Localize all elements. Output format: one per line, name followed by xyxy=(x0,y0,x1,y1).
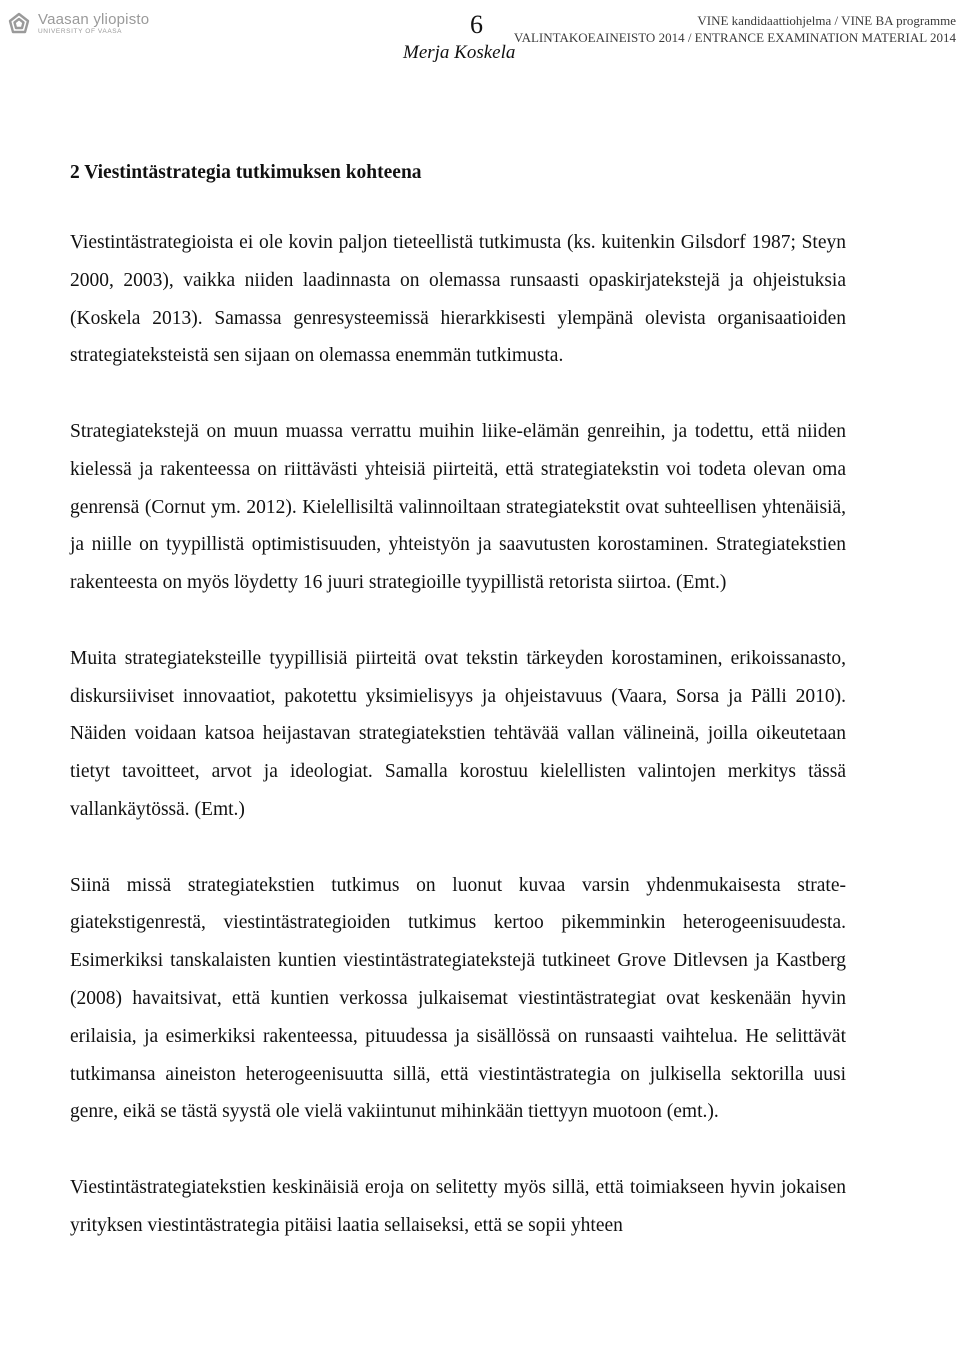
section-heading: 2 Viestintästrategia tutkimuksen kohteena xyxy=(70,162,422,183)
document-body xyxy=(70,155,846,1282)
paragraph-2: Strategiatekstejä on muun muassa verrattu muihin liike-elämän genreihin, ja todettu, että niiden kielessä ja rakenteessa on riittävästi yhteisiä piirteitä, että strategiatekstin voi todeta olevan oma genrensä (Cornut ym. 2012). Kielellisiltä valinnoiltaan strategiatekstit ovat suhteellisen yhtenäisiä, ja niille on tyypillistä optimistisuuden, yhteistyön ja saavutusten korostaminen. Strategiatekstien rakenteesta on myös löydetty 16 juuri strategioille tyypillistä retorista siirtoa. (Emt.) xyxy=(70,420,846,594)
programme-line-1: VINE kandidaattiohjelma / VINE BA programme xyxy=(697,13,956,28)
logo-text xyxy=(38,12,149,36)
paragraph-5: Viestintästrategiatekstien keskinäisiä eroja on selitetty myös sillä, että toimiakseen hyvin jokaisen yrityksen viestintästrategia pitäisi laatia sellaiseksi, että se sopii yhteen xyxy=(70,1176,846,1236)
university-logo xyxy=(6,10,149,38)
paragraph-1: Viestintästrategioista ei ole kovin paljon tieteellistä tutkimusta (ks. kuitenkin Gilsdorf 1987; Steyn 2000, 2003), vaikka niiden laadinnasta on olemassa runsaasti opaskirjatekstejä ja ohjeistuksia (Koskela 2013). Samassa genresysteemissä hierarkkisesti ylempänä olevista organisaatioiden strategiateksteistä sen sijaan on olemassa enemmän tutkimusta. xyxy=(70,232,846,367)
university-logo-icon xyxy=(6,11,32,37)
author-name: Merja Koskela xyxy=(403,42,516,63)
page-number: 6 xyxy=(470,10,483,39)
logo-subtitle: UNIVERSITY OF VAASA xyxy=(38,28,123,36)
programme-line-2: VALINTAKOEAINEISTO 2014 / ENTRANCE EXAMINATION MATERIAL 2014 xyxy=(513,30,956,45)
paragraph-3: Muita strategiateksteille tyypillisiä piirteitä ovat tekstin tärkeyden korostaminen, erikoissanasto, diskursiiviset innovaatiot, pakotettu yksimielisyys ja ohjeistavuus (Vaara, Sorsa ja Pälli 2010). Näiden voidaan katsoa heijastavan strategiatekstien tehtävää vallan välineinä, joilla oikeutetaan tietyt tavoitteet, arvot ja ideologiat. Samalla korostuu kielellisten valintojen merkitys tässä vallankäytössä. (Emt.) xyxy=(70,647,846,820)
page-header xyxy=(0,0,960,70)
paragraph-4: Siinä missä strategiatekstien tutkimus on luonut kuvaa varsin yhdenmukaisesta strategiatekstigenrestä, viestintästrategioiden tutkimus kertoo pikemminkin heterogeenisuudesta. Esimerkiksi tanskalaisten kuntien viestintästrategiatekstejä tutkineet Grove Ditlevsen ja Kastberg (2008) havaitsivat, että kuntien verkossa julkaisemat viestintästrategiat ovat keskenään hyvin erilaisia, ja esimerkiksi rakenteessa, pituudessa ja sisällössä on runsaasti vaihtelua. He selittävät tutkimansa aineiston heterogeenisuutta sillä, että viestintästrategia on julkisella sektorilla uusi genre, eikä se tästä syystä ole vielä vakiintunut mihinkään tiettyyn muotoon (emt.). xyxy=(70,874,846,1123)
programme-info xyxy=(514,12,956,46)
logo-name: Vaasan yliopisto xyxy=(38,11,150,29)
